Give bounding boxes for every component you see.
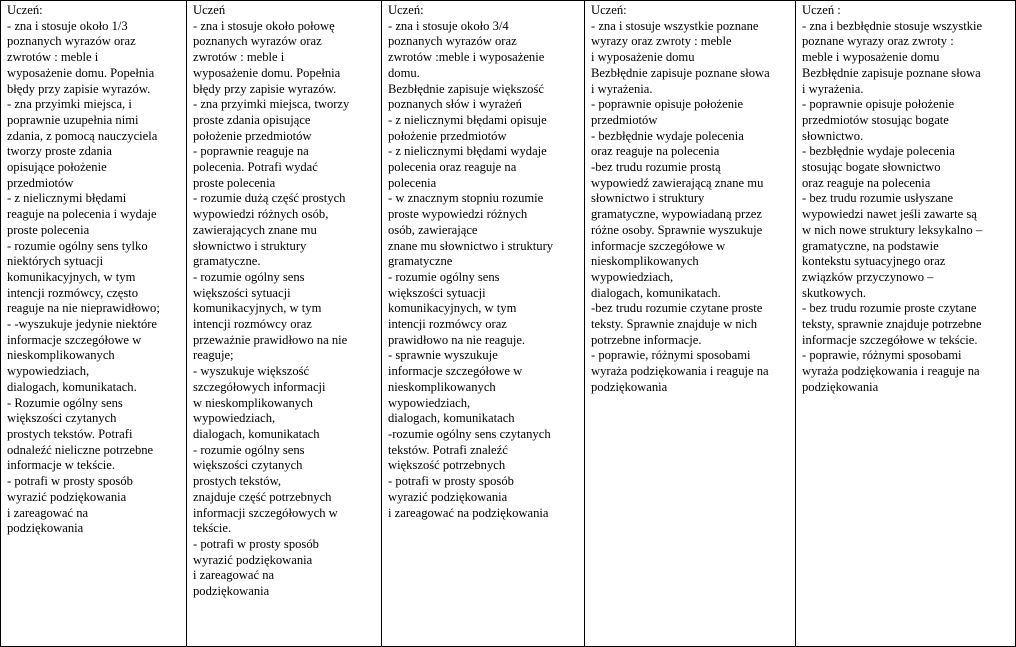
text-line: wypowiedziach, <box>591 269 674 284</box>
text-line: reaguje na nie nieprawidłowo; <box>7 301 160 316</box>
text-line: zwrotów :meble i wyposażenie <box>388 50 545 65</box>
text-line: wyraża podziękowania i reaguje na <box>591 364 769 379</box>
text-line: Uczeń: <box>7 3 43 17</box>
text-line: słownictwo. <box>802 128 864 143</box>
text-line: - bezbłędnie wydaje polecenia <box>591 128 744 143</box>
text-line: poznanych wyrazów oraz <box>388 34 517 49</box>
text-line: wypowiedzi różnych osób, <box>193 207 329 222</box>
text-line: proste wypowiedzi różnych <box>388 207 528 222</box>
text-line: - sprawnie wyszukuje <box>388 348 498 363</box>
text-line: informacje szczegółowe w <box>388 364 523 379</box>
text-line: i zareagować na <box>193 568 275 583</box>
text-line: wyrazy oraz zwroty : meble <box>591 34 732 49</box>
text-line: - bezbłędnie wydaje polecenia <box>802 144 955 159</box>
text-line: znane mu słownictwo i struktury <box>388 238 554 253</box>
text-line: - poprawnie opisuje położenie <box>802 97 955 112</box>
text-line: poznanych wyrazów oraz <box>7 34 136 49</box>
text-line: poznane wyrazy oraz zwroty : <box>802 34 954 49</box>
text-line: -bez trudu rozumie prostą <box>591 160 721 175</box>
text-line: - zna i stosuje wszystkie poznane <box>591 18 759 33</box>
text-line: dialogach, komunikatach. <box>7 379 137 394</box>
text-line: polecenia. Potrafi wydać <box>193 160 318 175</box>
text-line: - poprawie, różnymi sposobami <box>802 348 962 363</box>
text-line: gramatyczne, na podstawie <box>802 238 939 253</box>
text-line: - zna i stosuje około połowę <box>193 18 335 33</box>
text-line: - z nielicznymi błędami <box>7 191 127 206</box>
text-line: położenie przedmiotów <box>388 128 507 143</box>
text-line: różne osoby. Sprawnie wyszukuje <box>591 222 763 237</box>
text-line: prostych tekstów. Potrafi <box>7 426 133 441</box>
text-line: proste polecenia <box>7 222 90 237</box>
text-line: Bezbłędnie zapisuje większość <box>388 81 544 96</box>
text-line: niektórych sytuacji <box>7 254 104 269</box>
text-line: i zareagować na podziękowania <box>388 505 549 520</box>
text-line: większości czytanych <box>193 458 303 473</box>
grade-column-2 <box>187 1 382 647</box>
text-line: - z nielicznymi błędami wydaje <box>388 144 547 159</box>
text-line: - wyszukuje większość <box>193 364 310 379</box>
table-row <box>1 1 1016 647</box>
text-line: opisujące położenie <box>7 160 107 175</box>
text-line: tekście. <box>193 521 232 536</box>
text-line: nieskomplikowanych <box>388 379 496 394</box>
text-line: i wyrażenia. <box>802 81 864 96</box>
text-line: - poprawie, różnymi sposobami <box>591 348 751 363</box>
text-line: stosując bogate słownictwo <box>802 160 941 175</box>
text-line: - w znacznym stopniu rozumie <box>388 191 544 206</box>
text-line: teksty. Sprawnie znajduje w nich <box>591 317 758 332</box>
text-line: - poprawnie opisuje położenie <box>591 97 744 112</box>
text-line: - zna i stosuje około 3/4 <box>388 18 509 33</box>
text-line: Uczeń: <box>591 3 627 17</box>
text-line: skutkowych. <box>802 285 867 300</box>
text-line: podziękowania <box>193 584 270 599</box>
grade-column-1 <box>1 1 187 647</box>
text-line: zdania, z pomocą nauczyciela <box>7 128 158 143</box>
text-line: przedmiotów <box>7 175 74 190</box>
text-line: - zna przyimki miejsca, i <box>7 97 132 112</box>
text-line: większości sytuacji <box>388 285 486 300</box>
text-line: wypowiedź zawierającą znane mu <box>591 175 764 190</box>
text-line: informacje szczegółowe w <box>591 238 726 253</box>
text-line: słownictwo i struktury <box>591 191 705 206</box>
text-line: informacji szczegółowych w <box>193 505 338 520</box>
text-line: podziękowania <box>802 379 879 394</box>
text-line: dialogach, komunikatach <box>193 426 320 441</box>
text-line: - potrafi w prosty sposób <box>388 474 514 489</box>
text-line: zwrotów : meble i <box>7 50 99 65</box>
text-line: proste polecenia <box>193 175 276 190</box>
text-line: położenie przedmiotów <box>193 128 312 143</box>
text-line: polecenia oraz reaguje na <box>388 160 517 175</box>
text-line: - Rozumie ogólny sens <box>7 395 123 410</box>
text-line: zwrotów : meble i <box>193 50 285 65</box>
text-line: - rozumie ogólny sens <box>193 269 305 284</box>
text-line: dialogach, komunikatach. <box>591 285 721 300</box>
text-line: gramatyczne. <box>193 254 261 269</box>
text-line: teksty, sprawnie znajduje potrzebne <box>802 317 982 332</box>
text-line: większość potrzebnych <box>388 458 506 473</box>
text-line: komunikacyjnych, w tym <box>193 301 322 316</box>
text-line: wyrazić podziękowania <box>7 489 127 504</box>
text-line: - bez trudu rozumie proste czytane <box>802 301 977 316</box>
text-line: informacje szczegółowe w <box>7 332 142 347</box>
text-line: odnaleźć nieliczne potrzebne <box>7 442 154 457</box>
text-line: intencji rozmówcy, często <box>7 285 139 300</box>
text-line: - zna i stosuje około 1/3 <box>7 18 128 33</box>
text-line: proste zdania opisujące <box>193 112 311 127</box>
text-line: błędy przy zapisie wyrazów. <box>7 81 151 96</box>
text-line: tworzy proste zdania <box>7 144 112 159</box>
text-line: przedmiotów <box>591 112 658 127</box>
grade-column-3 <box>382 1 585 647</box>
text-line: - rozumie ogólny sens <box>388 269 500 284</box>
text-line: gramatyczne <box>388 254 453 269</box>
text-line: w nich nowe struktury leksykalno – <box>802 222 983 237</box>
text-line: prostych tekstów, <box>193 474 282 489</box>
text-line: intencji rozmówcy oraz <box>388 317 507 332</box>
text-line: oraz reaguje na polecenia <box>802 175 931 190</box>
text-line: - zna i bezbłędnie stosuje wszystkie <box>802 18 983 33</box>
text-line: przedmiotów stosując bogate <box>802 112 949 127</box>
text-line: - z nielicznymi błędami opisuje <box>388 112 547 127</box>
text-line: reaguje na polecenia i wydaje <box>7 207 157 222</box>
text-line: poznanych słów i wyrażeń <box>388 97 522 112</box>
text-line: reaguje; <box>193 348 234 363</box>
text-line: - rozumie ogólny sens <box>193 442 305 457</box>
text-line: poznanych wyrazów oraz <box>193 34 322 49</box>
text-line: - -wyszukuje jedynie niektóre <box>7 317 158 332</box>
text-line: informacje szczegółowe w tekście. <box>802 332 978 347</box>
text-line: komunikacyjnych, w tym <box>388 301 517 316</box>
text-line: -rozumie ogólny sens czytanych <box>388 426 551 441</box>
text-line: komunikacyjnych, w tym <box>7 269 136 284</box>
text-line: Uczeń : <box>802 3 841 17</box>
text-line: polecenia <box>388 175 437 190</box>
text-line: - rozumie ogólny sens tylko <box>7 238 148 253</box>
text-line: i wyrażenia. <box>591 81 653 96</box>
text-line: intencji rozmówcy oraz <box>193 317 312 332</box>
text-line: poprawnie uzupełnia nimi <box>7 112 139 127</box>
grade-column-5 <box>796 1 1016 647</box>
text-line: zawierających znane mu <box>193 222 317 237</box>
text-line: i zareagować na <box>7 505 89 520</box>
text-line: wypowiedzi nawet jeśli zawarte są <box>802 207 977 222</box>
text-line: wyposażenie domu. Popełnia <box>193 65 341 80</box>
text-line: słownictwo i struktury <box>193 238 307 253</box>
text-line: szczegółowych informacji <box>193 379 326 394</box>
text-line: - poprawnie reaguje na <box>193 144 309 159</box>
text-line: oraz reaguje na polecenia <box>591 144 720 159</box>
text-line: wyrazić podziękowania <box>193 552 313 567</box>
text-line: potrzebne informacje. <box>591 332 702 347</box>
text-line: podziękowania <box>7 521 84 536</box>
text-line: wypowiedziach, <box>193 411 276 426</box>
text-line: gramatyczne, wypowiadaną przez <box>591 207 762 222</box>
text-line: Uczeń <box>193 3 226 17</box>
text-line: osób, zawierające <box>388 222 478 237</box>
text-line: i wyposażenie domu <box>591 50 695 65</box>
text-line: - zna przyimki miejsca, tworzy <box>193 97 350 112</box>
text-line: domu. <box>388 65 420 80</box>
text-line: w nieskomplikowanych <box>193 395 313 410</box>
text-line: nieskomplikowanych <box>7 348 115 363</box>
text-line: większości sytuacji <box>193 285 291 300</box>
text-line: wyposażenie domu. Popełnia <box>7 65 155 80</box>
text-line: wyraża podziękowania i reaguje na <box>802 364 980 379</box>
text-line: Uczeń: <box>388 3 424 17</box>
text-line: wyrazić podziękowania <box>388 489 508 504</box>
text-line: Bezbłędnie zapisuje poznane słowa <box>802 65 981 80</box>
text-line: nieskomplikowanych <box>591 254 699 269</box>
text-line: błędy przy zapisie wyrazów. <box>193 81 337 96</box>
text-line: meble i wyposażenie domu <box>802 50 940 65</box>
text-line: - bez trudu rozumie usłyszane <box>802 191 954 206</box>
grade-column-4 <box>585 1 796 647</box>
text-line: wypowiedziach, <box>7 364 90 379</box>
text-line: -bez trudu rozumie czytane proste <box>591 301 763 316</box>
text-line: przeważnie prawidłowo na nie <box>193 332 348 347</box>
text-line: znajduje część potrzebnych <box>193 489 332 504</box>
text-line: kontekstu sytuacyjnego oraz <box>802 254 946 269</box>
text-line: związków przyczynowo – <box>802 269 934 284</box>
text-line: - potrafi w prosty sposób <box>7 474 133 489</box>
text-line: podziękowania <box>591 379 668 394</box>
text-line: tekstów. Potrafi znaleźć <box>388 442 508 457</box>
text-line: Bezbłędnie zapisuje poznane słowa <box>591 65 770 80</box>
text-line: informacje w tekście. <box>7 458 116 473</box>
text-line: dialogach, komunikatach <box>388 411 515 426</box>
text-line: - potrafi w prosty sposób <box>193 536 319 551</box>
text-line: wypowiedziach, <box>388 395 471 410</box>
text-line: większości czytanych <box>7 411 117 426</box>
text-line: prawidłowo na nie reaguje. <box>388 332 526 347</box>
text-line: - rozumie dużą część prostych <box>193 191 346 206</box>
